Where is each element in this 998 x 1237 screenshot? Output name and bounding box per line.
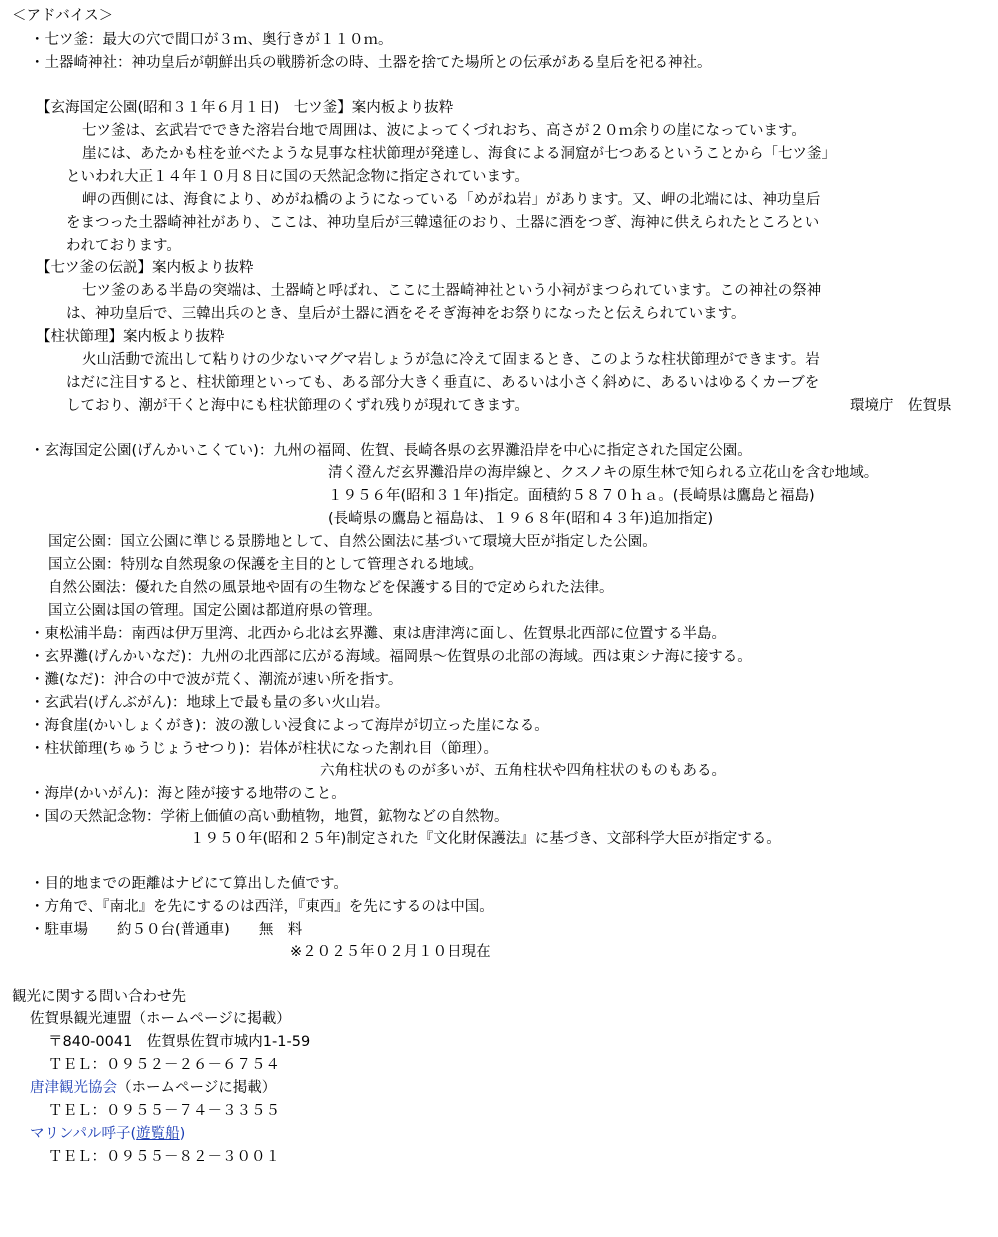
contact-marine-row	[30, 1124, 185, 1144]
note-item: ・駐車場 約５０台(普通車) 無 料	[30, 922, 303, 938]
contact-saga-address: 〒840-0041 佐賀県佐賀市城内1-1-59	[48, 1034, 311, 1050]
legend-board-heading: 【七ツ釜の伝説】案内板より抜粋	[36, 260, 254, 276]
glossary-item: 清く澄んだ玄界灘沿岸の海岸線と、クスノキの原生林で知られる立花山を含む地域。	[328, 465, 879, 481]
genkai-board-line: 岬の西側には、海食により、めがね橋のようになっている「めがね岩」があります。又、岬の北端には、神功皇后	[82, 192, 821, 208]
glossary-item: (長崎県の鷹島と福島は、１９６８年(昭和４３年)追加指定)	[328, 511, 714, 527]
glossary-item: ・玄武岩(げんぶがん)：地球上で最も量の多い火山岩。	[30, 695, 390, 711]
columnar-board-line: はだに注目すると、柱状節理といっても、ある部分大きく垂直に、あるいは小さく斜めに、あるいはゆるくカーブを	[66, 375, 820, 391]
contact-heading: 観光に関する問い合わせ先	[12, 989, 186, 1005]
marine-paren-open: (	[130, 1126, 137, 1142]
contact-saga-tel: ＴＥＬ：０９５２－２６－６７５４	[48, 1057, 280, 1073]
glossary-item: 自然公園法：優れた自然の風景地や固有の生物などを保護する目的で定められた法律。	[48, 580, 614, 596]
genkai-board-line: をまつった土器崎神社があり、ここは、神功皇后が三韓遠征のおり、土器に酒をつぎ、海神に供えられたところとい	[66, 215, 820, 231]
advice-item: ・七ツ釜：最大の穴で間口が３ｍ、奥行きが１１０ｍ。	[30, 32, 393, 48]
glossary-item: 六角柱状のものが多いが、五角柱状や四角柱状のものもある。	[320, 763, 726, 779]
legend-board-line: は、神功皇后で、三韓出兵のとき、皇后が土器に酒をそそぎ海神をお祭りになったと伝えられています。	[66, 306, 746, 322]
columnar-board-heading: 【柱状節理】案内板より抜粋	[36, 329, 225, 345]
glossary-item: ・玄海国定公園(げんかいこくてい)：九州の福岡、佐賀、長崎各県の玄界灘沿岸を中心に指定された国定公園。	[30, 443, 752, 459]
columnar-board-line: しており、潮が干くと海中にも柱状節理のくずれ残りが現れてきます。	[66, 398, 529, 414]
contact-karatsu-row	[30, 1078, 276, 1098]
genkai-board-line: 七ツ釜は、玄武岩でできた溶岩台地で周囲は、波によってくづれおち、高さが２０ｍ余りの崖になっています。	[82, 123, 806, 139]
glossary-item: ・海岸(かいがん)：海と陸が接する地帯のこと。	[30, 786, 346, 802]
genkai-board-line: われております。	[66, 238, 181, 254]
glossary-item: １９５６年(昭和３１年)指定。面積約５８７０ｈａ。(長崎県は鷹島と福島)	[328, 488, 815, 504]
glossary-item: 国立公園：特別な自然現象の保護を主目的として管理される地域。	[48, 557, 483, 573]
genkai-board-line: といわれ大正１４年１０月８日に国の天然記念物に指定されています。	[66, 169, 529, 185]
glossary-item: １９５０年(昭和２５年)制定された『文化財保護法』に基づき、文部科学大臣が指定する。	[190, 831, 781, 847]
glossary-item: ・国の天然記念物：学術上価値の高い動植物，地質，鉱物などの自然物。	[30, 809, 509, 825]
cruise-boat-link[interactable]: 遊覧船	[136, 1126, 180, 1142]
glossary-item: ・柱状節理(ちゅうじょうせつり)：岩体が柱状になった割れ目（節理）。	[30, 741, 499, 757]
advice-heading: ＜アドバイス＞	[12, 8, 114, 24]
glossary-item: 国立公園は国の管理。国定公園は都道府県の管理。	[48, 603, 382, 619]
note-date: ※２０２５年０２月１０日現在	[290, 944, 491, 960]
glossary-item: ・灘(なだ)：沖合の中で波が荒く、潮流が速い所を指す。	[30, 672, 403, 688]
genkai-board-line: 崖には、あたかも柱を並べたような見事な柱状節理が発達し、海食による洞窟が七つあるということから「七ツ釜」	[82, 146, 836, 162]
contact-marine-tel: ＴＥＬ：０９５５－８２－３００１	[48, 1149, 280, 1165]
karatsu-suffix: （ホームページに掲載）	[117, 1080, 277, 1096]
contact-saga-name: 佐賀県観光連盟（ホームページに掲載）	[30, 1011, 291, 1027]
note-item: ・方角で、『南北』を先にするのは西洋，『東西』を先にするのは中国。	[30, 899, 494, 915]
columnar-board-line: 火山活動で流出して粘りけの少ないマグマ岩しょうが急に冷えて固まるとき、このような柱状節理ができます。岩	[82, 352, 820, 368]
legend-board-line: 七ツ釜のある半島の突端は、土器崎と呼ばれ、ここに土器崎神社という小祠がまつられています。この神社の祭神	[82, 283, 822, 299]
note-item: ・目的地までの距離はナビにて算出した値です。	[30, 876, 348, 892]
columnar-board-credit: 環境庁 佐賀県	[850, 398, 952, 414]
glossary-item: ・海食崖(かいしょくがき)：波の激しい浸食によって海岸が切立った崖になる。	[30, 718, 549, 734]
marine-paren-close: )	[179, 1126, 186, 1142]
karatsu-link[interactable]: 唐津観光協会	[30, 1080, 117, 1096]
glossary-item: 国定公園：国立公園に準じる景勝地として、自然公園法に基づいて環境大臣が指定した公園。	[48, 534, 657, 550]
genkai-board-heading: 【玄海国定公園(昭和３１年６月１日) 七ツ釜】案内板より抜粋	[36, 100, 454, 116]
advice-item: ・土器崎神社：神功皇后が朝鮮出兵の戦勝祈念の時、土器を捨てた場所との伝承がある皇后を祀る神社。	[30, 55, 712, 71]
glossary-item: ・玄界灘(げんかいなだ)：九州の北西部に広がる海域。福岡県～佐賀県の北部の海域。西は東シナ海に接する。	[30, 649, 752, 665]
glossary-item: ・東松浦半島：南西は伊万里湾、北西から北は玄界灘、東は唐津湾に面し、佐賀県北西部に位置する半島。	[30, 626, 726, 642]
marinepal-link[interactable]: マリンパル呼子	[30, 1126, 131, 1142]
contact-karatsu-tel: ＴＥＬ：０９５５－７４－３３５５	[48, 1103, 280, 1119]
